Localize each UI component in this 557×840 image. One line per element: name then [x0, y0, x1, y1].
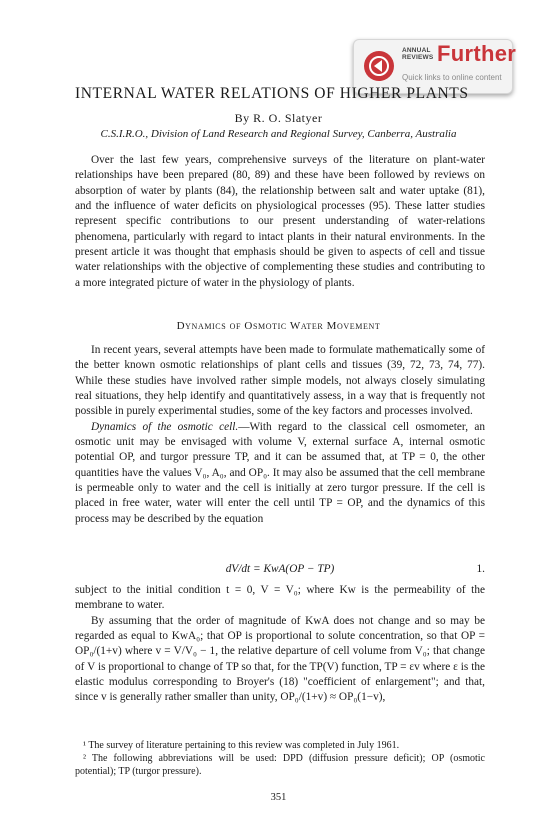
page-number: 351	[270, 792, 287, 803]
back-arrow-icon	[364, 51, 394, 81]
footnote-1: ¹ The survey of literature pertaining to this review was completed in July 1961.	[83, 740, 400, 751]
footnotes	[75, 739, 485, 778]
equation-formula: dV/dt = KwA(OP − TP)	[225, 563, 335, 575]
intro-paragraph-block	[75, 153, 485, 291]
dynamics-paragraph-block	[75, 343, 485, 527]
badge-further-label: Further	[437, 41, 517, 66]
section-heading: Dynamics of Osmotic Water Movement	[176, 320, 381, 332]
author-affiliation: C.S.I.R.O., Division of Land Research and Regional Survey, Canberra, Australia	[100, 128, 457, 140]
osmotic-cell-text: —With regard to the classical cell osmometer, an osmotic unit may be envisaged with volume V, external surface A, internal osmotic potential OP, and turgor pressure TP, and it can be assumed that, at TP = 0, the other quantities have the values V₀, A₀, and OP₀. It may also be assumed that the cell membrane is permeable only to water and the cell is initially at zero turgor pressure. If the cell is placed in free water, water will enter the cell until TP = OP, and the dynamics of this process may be described by the equation	[75, 420, 485, 525]
article-author: By R. O. Slatyer	[234, 111, 323, 125]
assumptions-paragraph: By assuming that the order of magnitude of KwA does not change and so may be regarded as equal to KwA₀; that OP is proportional to solute concentration, so that OP = OP₀/(1+v) where v = V/V₀ − 1, the relative departure of cell volume from V₀; that change of V is proportional to change of TP so that, for the TP(V) function, TP = εv where ε is the elastic modulus corresponding to Broyer's (18) "coefficient of enlargement"; and that, since v is generally rather smaller than unity, OP₀/(1+v) ≈ OP₀(1−v),	[75, 614, 485, 704]
equation-1	[75, 563, 485, 579]
badge-annual-reviews-label: ANNUAL REVIEWS	[402, 47, 434, 61]
assumptions-paragraph-block	[75, 583, 485, 706]
recent-years-paragraph: In recent years, several attempts have been made to formulate mathematically some of the better known osmotic relationships of plant cells and tissues (39, 72, 73, 74, 77). While these studies have involved rather simple models, not always closely simulating real situations, they help identify and quantitatively assess, in a way that is frequently not possible in purely experimental studies, some of the key factors and processes involved.	[75, 344, 485, 418]
intro-paragraph: Over the last few years, comprehensive surveys of the literature on plant-water relationships have been prepared (80, 89) and these have been followed by reviews on absorption of water by plants (84), the relationship between salt and water uptake (81), and the influence of water deficits on physiological processes (95). These latter studies represent specific contributions to our present understanding of water-relations phenomena, particularly with regard to intact plants in their natural environments. In the present article it was thought that emphasis should be given to aspects of cell and tissue water relationships with the objective of complementing these studies and contributing to a more integrated picture of water in the physiology of plants.	[75, 154, 485, 289]
osmotic-cell-subheading: Dynamics of the osmotic cell.	[91, 420, 239, 433]
osmotic-cell-paragraph	[75, 420, 485, 527]
initial-condition-text: subject to the initial condition t = 0, V = V₀; where Kw is the permeability of the membrane to water.	[75, 584, 485, 612]
footnote-2: ² The following abbreviations will be used: DPD (diffusion pressure deficit); OP (osmotic potential); TP (turgor pressure).	[75, 753, 485, 777]
equation-number: 1.	[476, 563, 485, 575]
badge-subtitle: Quick links to online content	[402, 73, 502, 82]
article-title: INTERNAL WATER RELATIONS OF HIGHER PLANTS	[75, 85, 469, 102]
